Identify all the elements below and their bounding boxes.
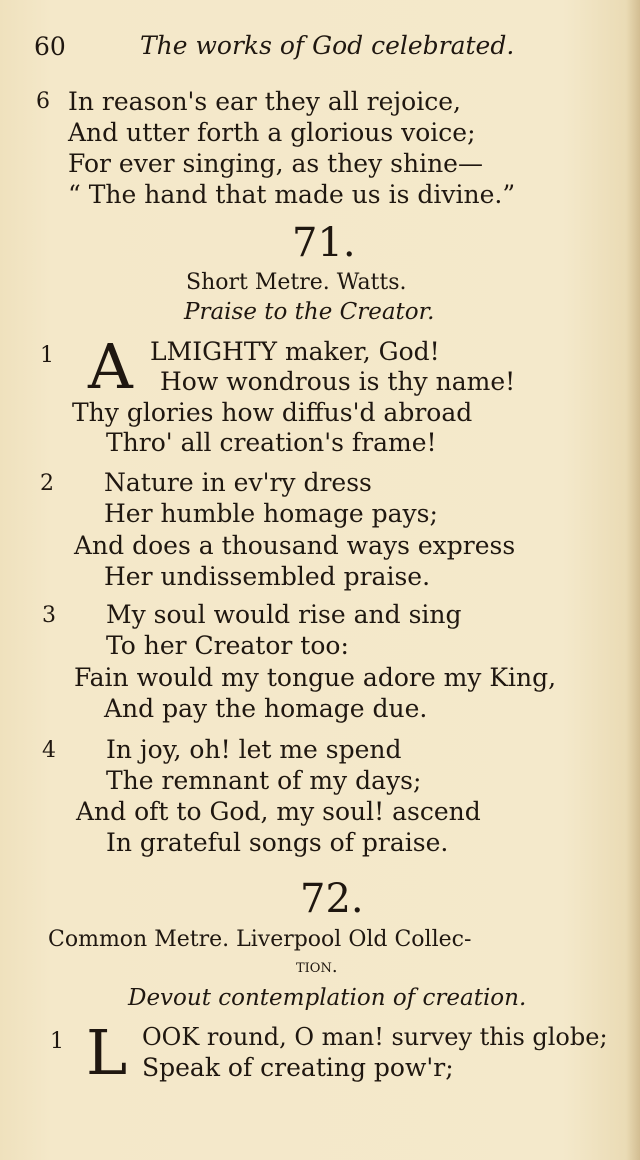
hymn-number: 72.	[300, 876, 364, 922]
metre-line-continued: tion.	[296, 956, 338, 977]
metre-line: Common Metre. Liverpool Old Collec-	[48, 927, 472, 952]
verse-line: “ The hand that made us is divine.”	[68, 180, 516, 209]
verse-line: In joy, oh! let me spend	[106, 735, 402, 764]
verse-line: For ever singing, as they shine—	[68, 149, 483, 178]
verse-line: Speak of creating pow'r;	[142, 1053, 454, 1082]
verse-line: My soul would rise and sing	[106, 600, 462, 629]
verse-line: Her undissembled praise.	[104, 562, 431, 591]
verse-line: LMIGHTY maker, God!	[150, 337, 440, 366]
verse-line: Her humble homage pays;	[104, 499, 438, 528]
verse-number: 1	[40, 343, 54, 368]
drop-cap: L	[86, 1016, 128, 1089]
page-edge-shadow	[626, 0, 640, 1160]
verse-number: 6	[36, 89, 50, 114]
verse-line: And does a thousand ways express	[74, 531, 516, 560]
verse-number: 2	[40, 471, 54, 496]
hymn-number: 71.	[292, 220, 356, 266]
verse-line: OOK round, O man! survey this globe;	[142, 1023, 608, 1051]
verse-line: How wondrous is thy name!	[160, 367, 516, 396]
verse-line: In reason's ear they all rejoice,	[68, 87, 461, 116]
verse-line: And utter forth a glorious voice;	[68, 118, 476, 147]
verse-line: And oft to God, my soul! ascend	[76, 797, 481, 826]
hymn-subtitle: Devout contemplation of creation.	[128, 985, 527, 1011]
page-number: 60	[34, 32, 66, 61]
verse-number: 1	[50, 1029, 64, 1054]
drop-cap: A	[88, 330, 133, 403]
verse-line: Thro' all creation's frame!	[106, 428, 437, 457]
verse-number: 4	[42, 738, 56, 763]
verse-line: And pay the homage due.	[104, 694, 428, 723]
verse-line: To her Creator too:	[106, 631, 349, 660]
running-title: The works of God celebrated.	[140, 31, 515, 60]
metre-line: Short Metre. Watts.	[186, 270, 407, 295]
verse-line: Fain would my tongue adore my King,	[74, 663, 557, 692]
verse-line: Thy glories how diffus'd abroad	[72, 398, 473, 427]
hymn-subtitle: Praise to the Creator.	[184, 299, 435, 325]
verse-line: The remnant of my days;	[106, 766, 422, 795]
verse-line: In grateful songs of praise.	[106, 828, 449, 857]
verse-line: Nature in ev'ry dress	[104, 468, 372, 497]
verse-number: 3	[42, 603, 56, 628]
